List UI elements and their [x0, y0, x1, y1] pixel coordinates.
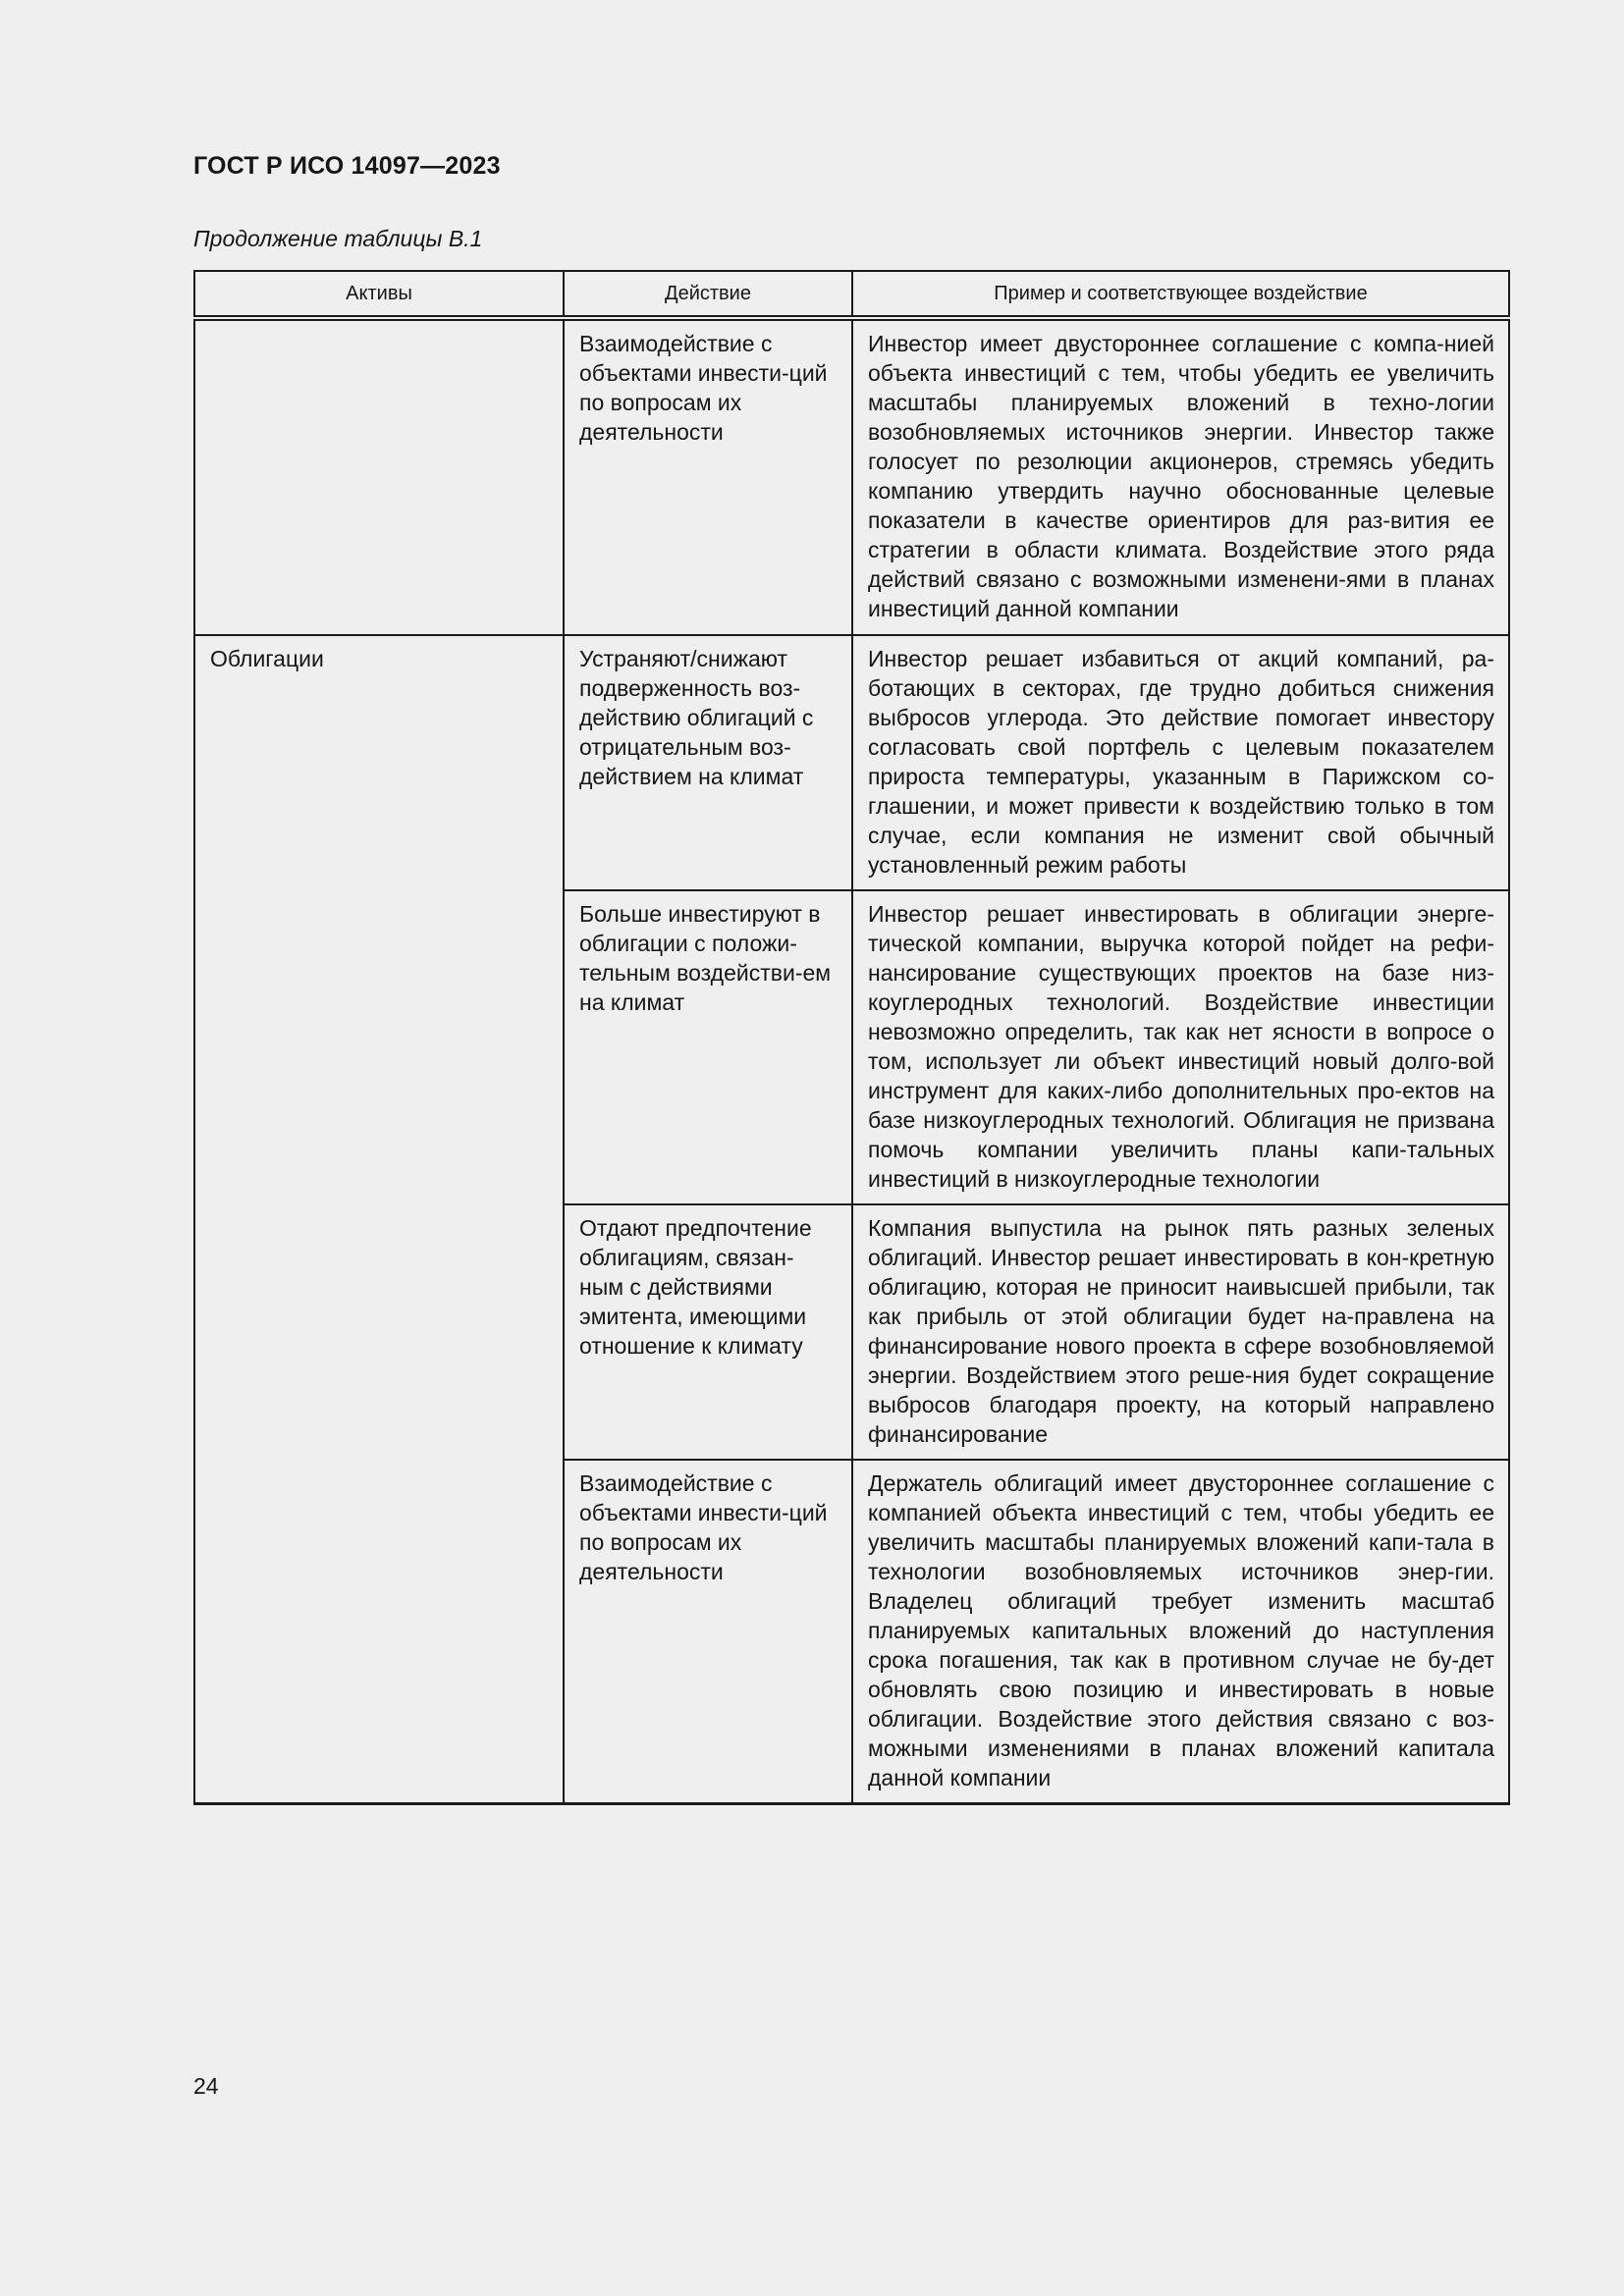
table-caption: Продолжение таблицы В.1 — [193, 226, 483, 251]
document-code: ГОСТ Р ИСО 14097—2023 — [193, 152, 501, 180]
table-row — [194, 635, 1509, 890]
column-header-assets: Активы — [194, 271, 564, 318]
table-row — [194, 318, 1509, 635]
cell-example: Инвестор имеет двустороннее соглашение с компа-нией объекта инвестиций с тем, чтобы убедить ее увеличить масштабы планируемых вложений в техно-логии возобновляемых источников энергии. Инвестор также голосует по резолюции акционеров, стремясь убедить компанию утвердить научно обоснованные целевые показатели в качестве ориентиров для раз-вития ее стратегии в области климата. Воздействие этого ряда действий связано с возможными изменени-ями в планах инвестиций данной компании — [852, 318, 1509, 635]
column-header-action: Действие — [564, 271, 852, 318]
table-b1 — [193, 270, 1510, 1805]
cell-asset: Облигации — [194, 635, 564, 1803]
cell-example: Инвестор решает инвестировать в облигации энерге-тической компании, выручка которой пойдет на рефи-нансирование существующих проектов на базе низ-коуглеродных технологий. Воздействие инвестиции невозможно определить, так как нет ясности в вопросе о том, использует ли объект инвестиций новый долго-вой инструмент для каких-либо дополнительных про-ектов на базе низкоуглеродных технологий. Облигация не призвана помочь компании увеличить планы капи-тальных инвестиций в низкоуглеродные технологии — [852, 890, 1509, 1204]
cell-example: Компания выпустила на рынок пять разных зеленых облигаций. Инвестор решает инвестировать в кон-кретную облигацию, которая не приносит наивысшей прибыли, так как прибыль от этой облигации будет на-правлена на финансирование нового проекта в сфере возобновляемой энергии. Воздействием этого реше-ния будет сокращение выбросов благодаря проекту, на который направлено финансирование — [852, 1204, 1509, 1460]
cell-asset — [194, 318, 564, 635]
table-header-row — [194, 271, 1509, 318]
cell-action: Устраняют/снижают подверженность воз-действию облигаций с отрицательным воз-действием на климат — [564, 635, 852, 890]
cell-action: Отдают предпочтение облигациям, связан-ным с действиями эмитента, имеющими отношение к климату — [564, 1204, 852, 1460]
page-number: 24 — [193, 2073, 219, 2099]
cell-example: Держатель облигаций имеет двустороннее соглашение с компанией объекта инвестиций с тем, чтобы убедить ее увеличить масштабы планируемых вложений капи-тала в технологии возобновляемых источников энер-гии. Владелец облигаций требует изменить масштаб планируемых капитальных вложений до наступления срока погашения, так как в противном случае не бу-дет обновлять свою позицию и инвестировать в новые облигации. Воздействие этого действия связано с воз-можными изменениями в планах вложений капитала данной компании — [852, 1460, 1509, 1803]
cell-action: Больше инвестируют в облигации с положи-тельным воздействи-ем на климат — [564, 890, 852, 1204]
cell-example: Инвестор решает избавиться от акций компаний, ра-ботающих в секторах, где трудно добиться снижения выбросов углерода. Это действие помогает инвестору согласовать свой портфель с целевым показателем прироста температуры, указанным в Парижском со-глашении, и может привести к воздействию только в том случае, если компания не изменит свой обычный установленный режим работы — [852, 635, 1509, 890]
cell-action: Взаимодействие с объектами инвести-ций по вопросам их деятельности — [564, 318, 852, 635]
column-header-example: Пример и соответствующее воздействие — [852, 271, 1509, 318]
cell-action: Взаимодействие с объектами инвести-ций по вопросам их деятельности — [564, 1460, 852, 1803]
